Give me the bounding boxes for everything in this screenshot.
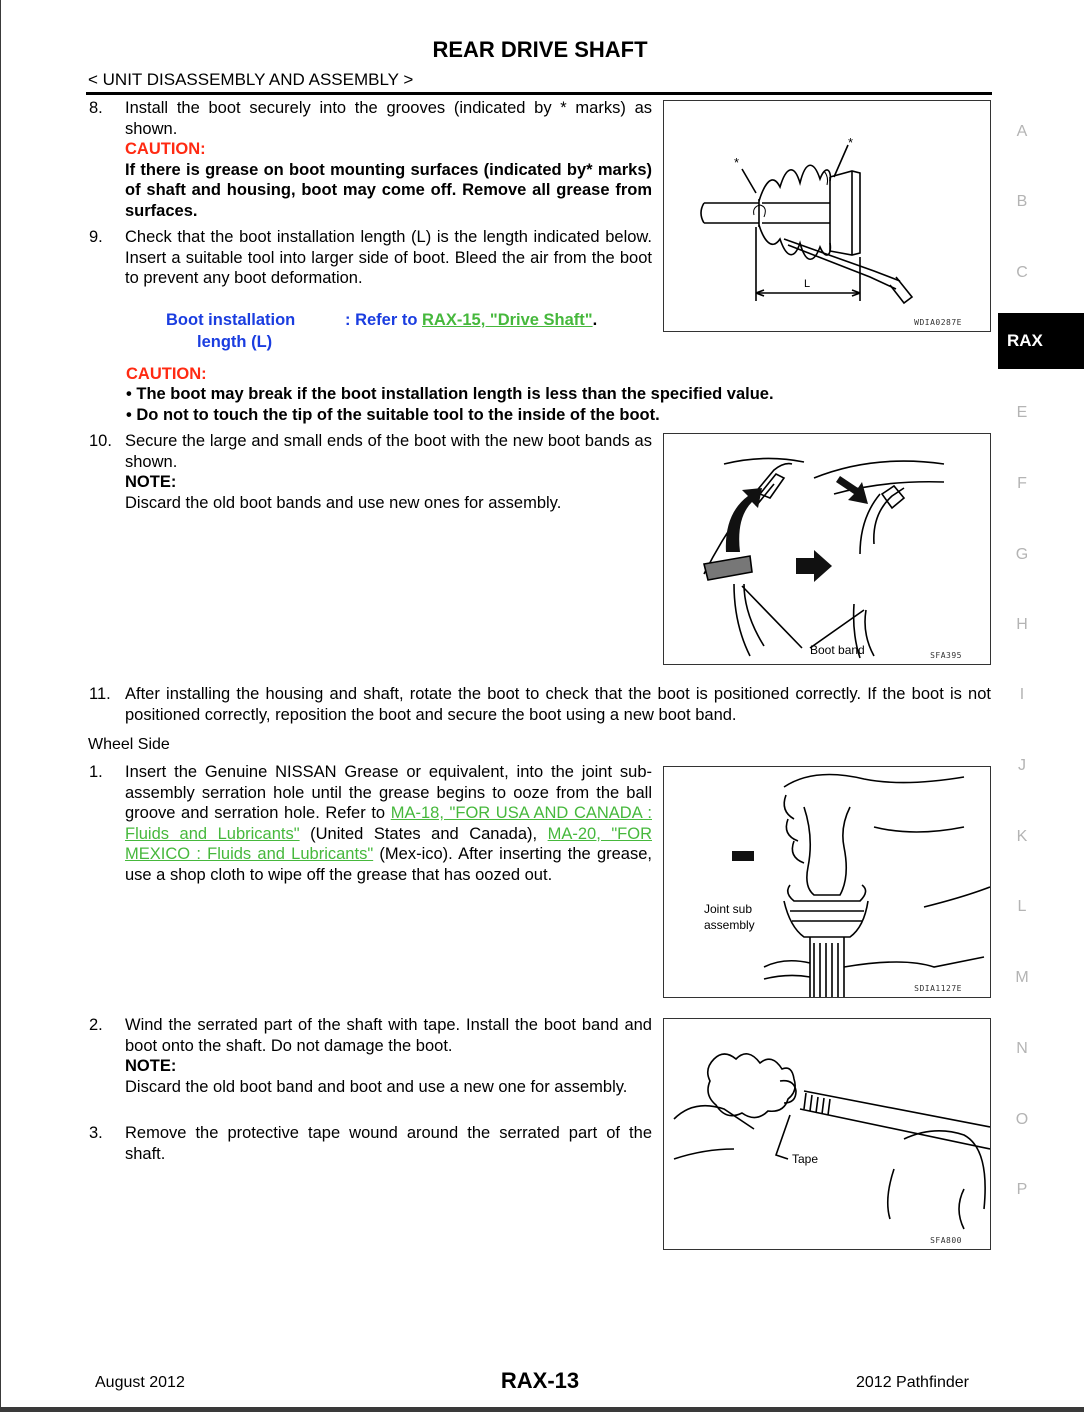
spec-suffix: . (592, 311, 598, 329)
rotate-arrow-icon (726, 488, 762, 552)
step-text: Install the boot securely into the grooves (indicated by * marks) as shown. (125, 99, 652, 138)
note-text: Discard the old boot bands and use new ones for assembly. (125, 493, 562, 512)
index-letter-p[interactable]: P (1016, 1181, 1028, 1198)
header-rule (86, 92, 992, 95)
right-arrow-icon (796, 550, 832, 582)
spec-label-line1: Boot installation (166, 311, 296, 329)
index-letter-j[interactable]: J (1018, 757, 1026, 774)
section-tab-rax[interactable]: RAX (998, 313, 1084, 369)
figure-code: SDIA1127E (914, 984, 962, 993)
page-title: REAR DRIVE SHAFT (432, 37, 648, 62)
spec-prefix: : Refer to (345, 311, 423, 329)
index-letter-m[interactable]: M (1015, 969, 1029, 986)
index-letter-l[interactable]: L (1017, 898, 1027, 915)
step-body (125, 431, 652, 513)
note-label: NOTE: (125, 1057, 177, 1075)
step-text: (Mex-ico). After inserting the grease, use a shop cloth to wipe off the grease that has oozed out. (125, 845, 652, 884)
label-star-mark: * (734, 155, 740, 170)
label-length-L: L (804, 278, 811, 290)
spec-value (345, 310, 597, 331)
label-tape: Tape (792, 1152, 819, 1166)
ma-18-link[interactable]: MA-18, "FOR USA AND CANADA : Fluids and Lubricants" (125, 804, 653, 843)
index-letter-a[interactable]: A (1016, 123, 1028, 140)
step-body: Remove the protective tape wound around the serrated part of the shaft. (125, 1124, 652, 1163)
caution-label: CAUTION: (125, 140, 206, 158)
index-letter-g[interactable]: G (1015, 546, 1029, 563)
grease-tube-icon (732, 851, 754, 861)
label-boot-band: Boot band (810, 643, 865, 657)
step-body (125, 98, 652, 221)
label-star-mark: * (848, 135, 854, 150)
index-letter-n[interactable]: N (1016, 1040, 1028, 1057)
caution-text: If there is grease on boot mounting surfaces (indicated by* marks) of shaft and housing, boot may come off. Remove all grease from surfaces. (125, 160, 652, 220)
note-text: Discard the old boot band and boot and use a new one for assembly. (125, 1077, 628, 1096)
figure-boot-bands (663, 433, 991, 665)
shaft-tape-illustration (664, 1019, 990, 1249)
spec-label-line2: length (L) (197, 333, 273, 351)
footer-date: August 2012 (95, 1374, 185, 1391)
step-body: After installing the housing and shaft, rotate the boot to check that the boot is positioned correctly. If the boot is not positioned correctly, reposition the boot and secure the boot using a new boot band. (125, 685, 991, 724)
label-assembly: assembly (704, 918, 755, 932)
caution-label-2: CAUTION: (126, 365, 207, 383)
step-number: 3. (89, 1124, 103, 1142)
figure-joint-grease (663, 766, 991, 998)
step-text: Secure the large and small ends of the boot with the new boot bands as shown. (125, 432, 652, 471)
index-letter-f[interactable]: F (1017, 475, 1027, 492)
step-body (125, 1015, 652, 1097)
page-edge-bottom (0, 1407, 1084, 1412)
page-edge-left (0, 0, 1, 1412)
index-letter-k[interactable]: K (1016, 828, 1028, 845)
step-number: 8. (89, 99, 103, 117)
step-body: Check that the boot installation length (L) is the length indicated below. Insert a suitable tool into larger side of boot. Bleed the air from the boot to prevent any boot deformation. (125, 228, 652, 287)
caution-bullets (126, 384, 774, 425)
joint-grease-illustration (664, 767, 990, 997)
boot-band-illustration (664, 434, 990, 664)
label-joint-sub: Joint sub (704, 902, 753, 916)
pointer-arrow-icon (836, 476, 868, 504)
step-number: 1. (89, 763, 103, 781)
ma-20-link[interactable]: MA-20, "FOR MEXICO : Fluids and Lubricants" (125, 824, 653, 863)
figure-boot-installation-length (663, 100, 991, 332)
caution-bullet: • Do not to touch the tip of the suitable tool to the inside of the boot. (126, 405, 660, 424)
figure-code: SFA800 (930, 1236, 962, 1245)
step-number: 11. (89, 685, 111, 703)
figure-shaft-tape (663, 1018, 991, 1250)
section-breadcrumb: < UNIT DISASSEMBLY AND ASSEMBLY > (88, 70, 414, 89)
footer-model: 2012 Pathfinder (856, 1374, 969, 1391)
caution-bullet: • The boot may break if the boot installation length is less than the specified value. (126, 385, 774, 403)
step-text: Insert the Genuine NISSAN Grease or equivalent, into the joint sub-assembly serration hole until the grease begins to ooze from the ball groove and serration hole. Refer to (125, 763, 652, 822)
index-letter-o[interactable]: O (1015, 1111, 1029, 1128)
page-number: RAX-13 (500, 1368, 580, 1393)
step-body (125, 762, 652, 885)
figure-code: WDIA0287E (914, 318, 962, 327)
step-number: 9. (89, 228, 103, 246)
section-label-wheel-side: Wheel Side (88, 736, 170, 753)
spec-link[interactable]: RAX-15, "Drive Shaft" (422, 311, 593, 329)
step-number: 2. (89, 1016, 103, 1034)
boot-length-illustration (664, 101, 990, 331)
index-letter-h[interactable]: H (1016, 616, 1028, 633)
index-letter-e[interactable]: E (1016, 404, 1028, 421)
step-text: (United States and Canada), (299, 824, 548, 843)
index-letter-i[interactable]: I (1019, 686, 1025, 703)
step-number: 10. (89, 432, 112, 450)
step-text: Wind the serrated part of the shaft with tape. Install the boot band and boot onto the shaft. Do not damage the boot. (125, 1016, 652, 1055)
figure-code: SFA395 (930, 651, 962, 660)
note-label: NOTE: (125, 473, 177, 491)
index-letter-c[interactable]: C (1016, 264, 1028, 281)
index-letter-b[interactable]: B (1016, 193, 1028, 210)
